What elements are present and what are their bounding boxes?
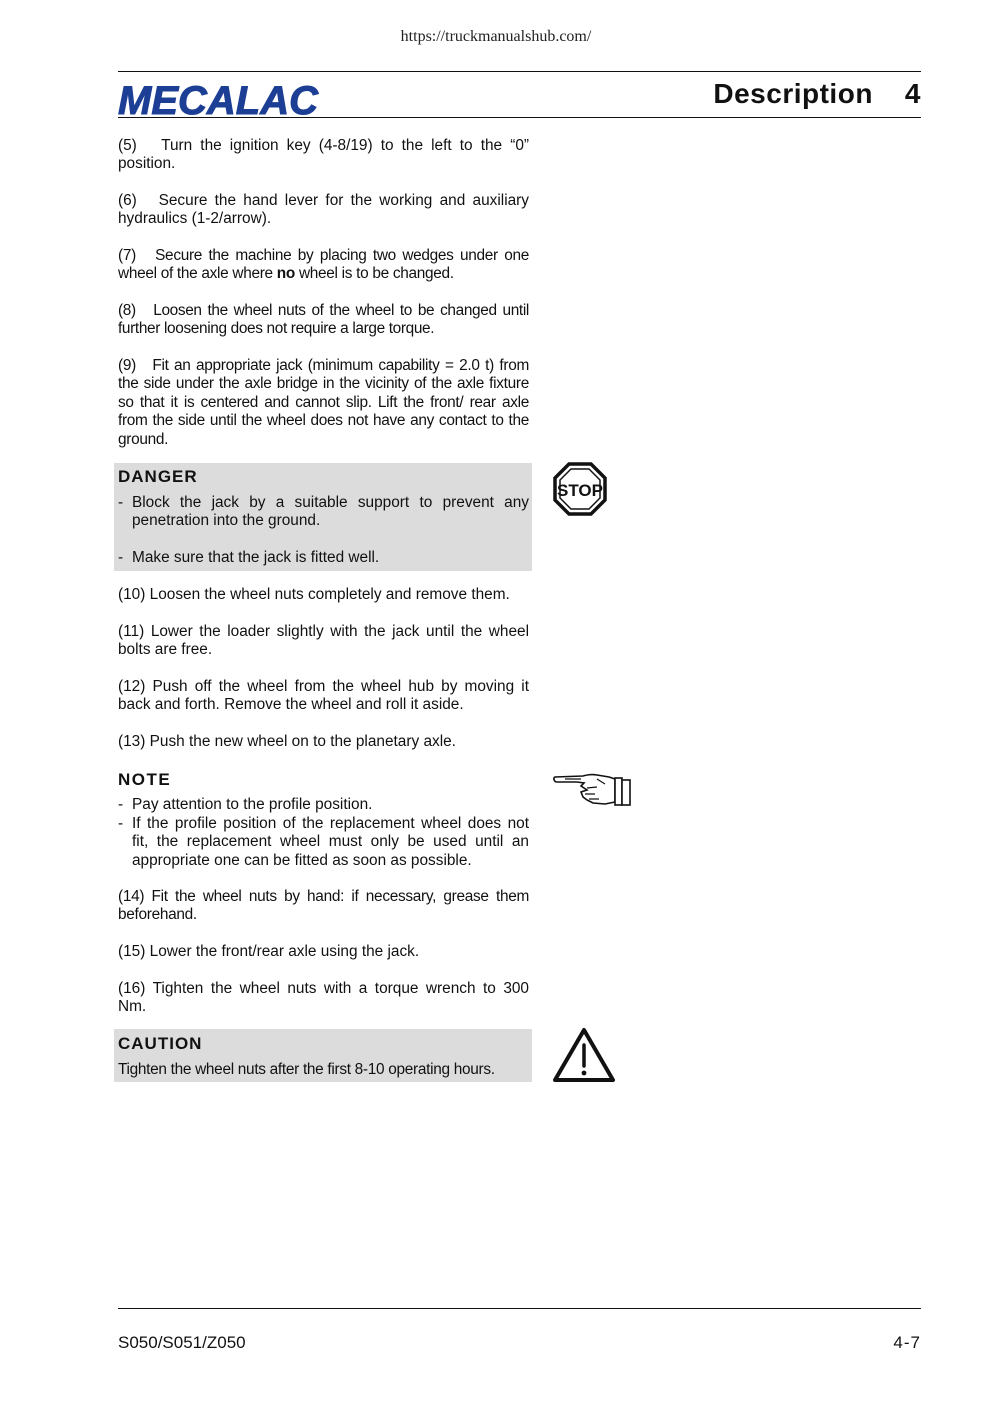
- step-15: [118, 943, 529, 961]
- step-text: Turn the ignition key (4-8/19) to the left to the “0” position.: [118, 137, 530, 173]
- source-url[interactable]: https://truckmanualshub.com/: [400, 28, 592, 45]
- step-number: (12): [118, 678, 146, 695]
- danger-item: - Make sure that the jack is fitted well.: [118, 549, 380, 566]
- chapter-number: 4: [904, 78, 921, 109]
- svg-text:MECALAC: MECALAC: [118, 79, 320, 122]
- step-8: [118, 302, 529, 339]
- svg-text:STOP: STOP: [557, 481, 603, 500]
- step-16: [118, 980, 529, 1017]
- step-number: (8): [118, 302, 136, 319]
- step-text: Secure the hand lever for the working and auxiliary hydraulics (1-2/arrow).: [118, 192, 529, 228]
- step-number: (14): [118, 888, 145, 905]
- step-7: [118, 247, 529, 284]
- mecalac-logo: [118, 78, 320, 122]
- step-number: (10): [118, 586, 146, 603]
- note-item: - Pay attention to the profile position.: [118, 796, 373, 813]
- step-9: [118, 357, 529, 449]
- step-12: [118, 678, 529, 715]
- step-text: Fit the wheel nuts by hand: if necessary, grease them beforehand.: [118, 888, 529, 924]
- step-number: (16): [118, 980, 146, 997]
- step-11: [118, 623, 529, 660]
- step-13: [118, 733, 529, 751]
- step-number: (6): [118, 192, 137, 209]
- step-number: (5): [118, 137, 137, 154]
- step-text: Fit an appropriate jack (minimum capability = 2.0 t) from the side under the axle bridge in the vicinity of the axle fixture so that it is centered and cannot slip. Lift the front/ rear axle from the side until the wheel does not have any contact to the ground.: [118, 357, 529, 448]
- section-title: Description: [713, 78, 873, 109]
- step-number: (9): [118, 357, 136, 374]
- danger-item: - Block the jack by a suitable support to prevent any penetration into the ground.: [118, 494, 529, 530]
- step-number: (7): [118, 247, 136, 264]
- stop-sign-icon: [553, 462, 607, 516]
- step-text: Loosen the wheel nuts completely and remove them.: [149, 586, 510, 603]
- step-text: Push off the wheel from the wheel hub by moving it back and forth. Remove the wheel and roll it aside.: [118, 678, 529, 714]
- warning-triangle-icon: [552, 1027, 616, 1083]
- header-bottom-rule: [118, 117, 921, 118]
- step-text: Lower the front/rear axle using the jack.: [149, 943, 420, 960]
- step-text: Tighten the wheel nuts with a torque wrench to 300 Nm.: [118, 980, 529, 1016]
- step-text: Secure the machine by placing two wedges under one wheel of the axle where: [118, 247, 529, 283]
- step-text: Loosen the wheel nuts of the wheel to be changed until further loosening does not require a large torque.: [118, 302, 529, 338]
- step-text: Push the new wheel on to the planetary axle.: [149, 733, 456, 750]
- step-text: wheel is to be changed.: [294, 265, 454, 283]
- caution-text: Tighten the wheel nuts after the first 8-10 operating hours.: [118, 1061, 495, 1078]
- page-title: [713, 78, 921, 110]
- step-number: (13): [118, 733, 146, 750]
- note-title: NOTE: [118, 770, 172, 789]
- step-text: Lower the loader slightly with the jack until the wheel bolts are free.: [118, 623, 529, 659]
- step-5: [118, 137, 529, 174]
- step-emphasis: no: [276, 265, 295, 283]
- danger-box: [114, 463, 532, 571]
- danger-title: DANGER: [118, 467, 198, 486]
- step-6: [118, 192, 529, 229]
- page-number: 4-7: [893, 1333, 921, 1352]
- step-10: [118, 586, 529, 604]
- note-item: - If the profile position of the replacement wheel does not fit, the replacement wheel must only be used until an appropriate one can be fitted as soon as possible.: [118, 815, 529, 869]
- step-14: [118, 888, 529, 925]
- step-number: (15): [118, 943, 146, 960]
- caution-box: [114, 1029, 532, 1082]
- header-top-rule: [118, 71, 921, 72]
- pointing-hand-icon: [553, 770, 633, 808]
- caution-title: CAUTION: [118, 1034, 203, 1053]
- step-number: (11): [118, 623, 145, 640]
- model-number: S050/S051/Z050: [118, 1333, 246, 1352]
- footer-rule: [118, 1308, 921, 1309]
